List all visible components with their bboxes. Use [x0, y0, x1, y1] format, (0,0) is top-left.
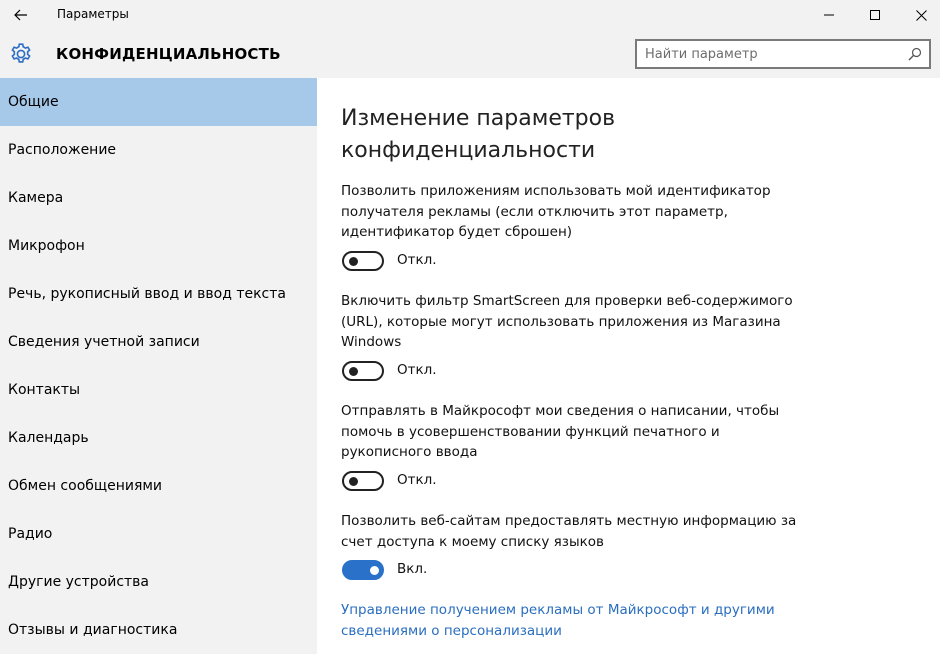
page-heading-line: конфиденциальности	[341, 138, 596, 163]
sidebar-item-other-devices[interactable]: Другие устройства	[8, 574, 149, 590]
sidebar-item-messaging[interactable]: Обмен сообщениями	[8, 478, 163, 494]
setting-description-line: счет доступа к моему списку языков	[341, 533, 604, 550]
minimize-button[interactable]	[806, 0, 852, 30]
sidebar-item-microphone[interactable]: Микрофон	[8, 238, 85, 254]
setting-description-line: идентификатор будет сброшен)	[341, 224, 573, 240]
advertising-id-toggle[interactable]	[342, 251, 384, 271]
link-line: сведениями о персонализации	[341, 623, 562, 639]
setting-description-line: Позволить веб-сайтам предоставлять местную информацию за	[341, 513, 797, 529]
setting-smartscreen	[341, 291, 801, 383]
page-heading	[341, 103, 701, 167]
back-button[interactable]	[6, 2, 36, 28]
section-title: КОНФИДЕНЦИАЛЬНОСТЬ	[56, 45, 281, 63]
typing-info-toggle[interactable]	[342, 471, 384, 491]
toggle-row	[341, 471, 801, 493]
main-content	[317, 78, 940, 654]
sidebar-item-contacts[interactable]: Контакты	[8, 382, 81, 398]
language-list-toggle[interactable]	[342, 560, 384, 580]
setting-description-line: Позволить приложениям использовать мой идентификатор	[341, 183, 771, 199]
page-header	[0, 30, 940, 77]
setting-description	[341, 181, 801, 243]
back-arrow-icon	[14, 9, 28, 21]
setting-typing-info	[341, 401, 801, 493]
sidebar-item-location[interactable]: Расположение	[8, 142, 117, 158]
sidebar-item-account-info[interactable]: Сведения учетной записи	[8, 334, 200, 350]
setting-advertising-id	[341, 181, 801, 273]
toggle-knob	[349, 477, 358, 486]
manage-advertising-link[interactable]	[341, 600, 801, 642]
setting-language-list	[341, 511, 801, 582]
close-icon	[916, 10, 927, 21]
toggle-knob	[370, 566, 379, 575]
search-icon[interactable]	[908, 47, 922, 61]
page-heading-line: Изменение параметров	[341, 106, 616, 131]
setting-description-line: помочь в усовершенствовании функций печатного и	[341, 423, 720, 440]
sidebar-item-calendar[interactable]: Календарь	[8, 430, 89, 446]
sidebar-item-radios[interactable]: Радио	[8, 526, 53, 542]
search-box[interactable]	[635, 39, 931, 69]
toggle-knob	[349, 367, 358, 376]
setting-description-line: рукописного ввода	[341, 444, 478, 460]
sidebar-item-speech-inking-typing[interactable]: Речь, рукописный ввод и ввод текста	[8, 286, 286, 302]
sidebar-item-camera[interactable]: Камера	[8, 190, 64, 206]
toggle-row	[341, 560, 801, 582]
app-title: Параметры	[57, 7, 129, 21]
toggle-knob	[349, 257, 358, 266]
sidebar	[0, 78, 317, 654]
toggle-state-label: Откл.	[397, 471, 437, 488]
maximize-icon	[870, 10, 880, 20]
toggle-state-label: Откл.	[397, 361, 437, 378]
title-bar	[0, 0, 940, 30]
toggle-row	[341, 361, 801, 383]
setting-description-line: Windows	[341, 334, 402, 350]
setting-description-line: (URL), которые могут использовать приложения из Магазина	[341, 313, 781, 330]
sidebar-item-feedback-diagnostics[interactable]: Отзывы и диагностика	[8, 622, 178, 638]
setting-description-line: Отправлять в Майкрософт мои сведения о написании, чтобы	[341, 403, 780, 419]
setting-description	[341, 511, 801, 552]
setting-description-line: получателя рекламы (если отключить этот параметр,	[341, 203, 728, 220]
maximize-button[interactable]	[852, 0, 898, 30]
toggle-state-label: Откл.	[397, 251, 437, 268]
search-input[interactable]	[645, 45, 895, 63]
toggle-row	[341, 251, 801, 273]
toggle-state-label: Вкл.	[397, 561, 428, 577]
minimize-icon	[824, 10, 834, 20]
smartscreen-toggle[interactable]	[342, 361, 384, 381]
close-button[interactable]	[898, 0, 940, 30]
gear-icon	[9, 42, 33, 66]
setting-description	[341, 291, 801, 353]
link-line: Управление получением рекламы от Майкрософт и другими	[341, 602, 775, 618]
sidebar-item-general[interactable]: Общие	[0, 78, 317, 126]
setting-description-line: Включить фильтр SmartScreen для проверки веб-содержимого	[341, 293, 793, 309]
setting-description	[341, 401, 801, 463]
